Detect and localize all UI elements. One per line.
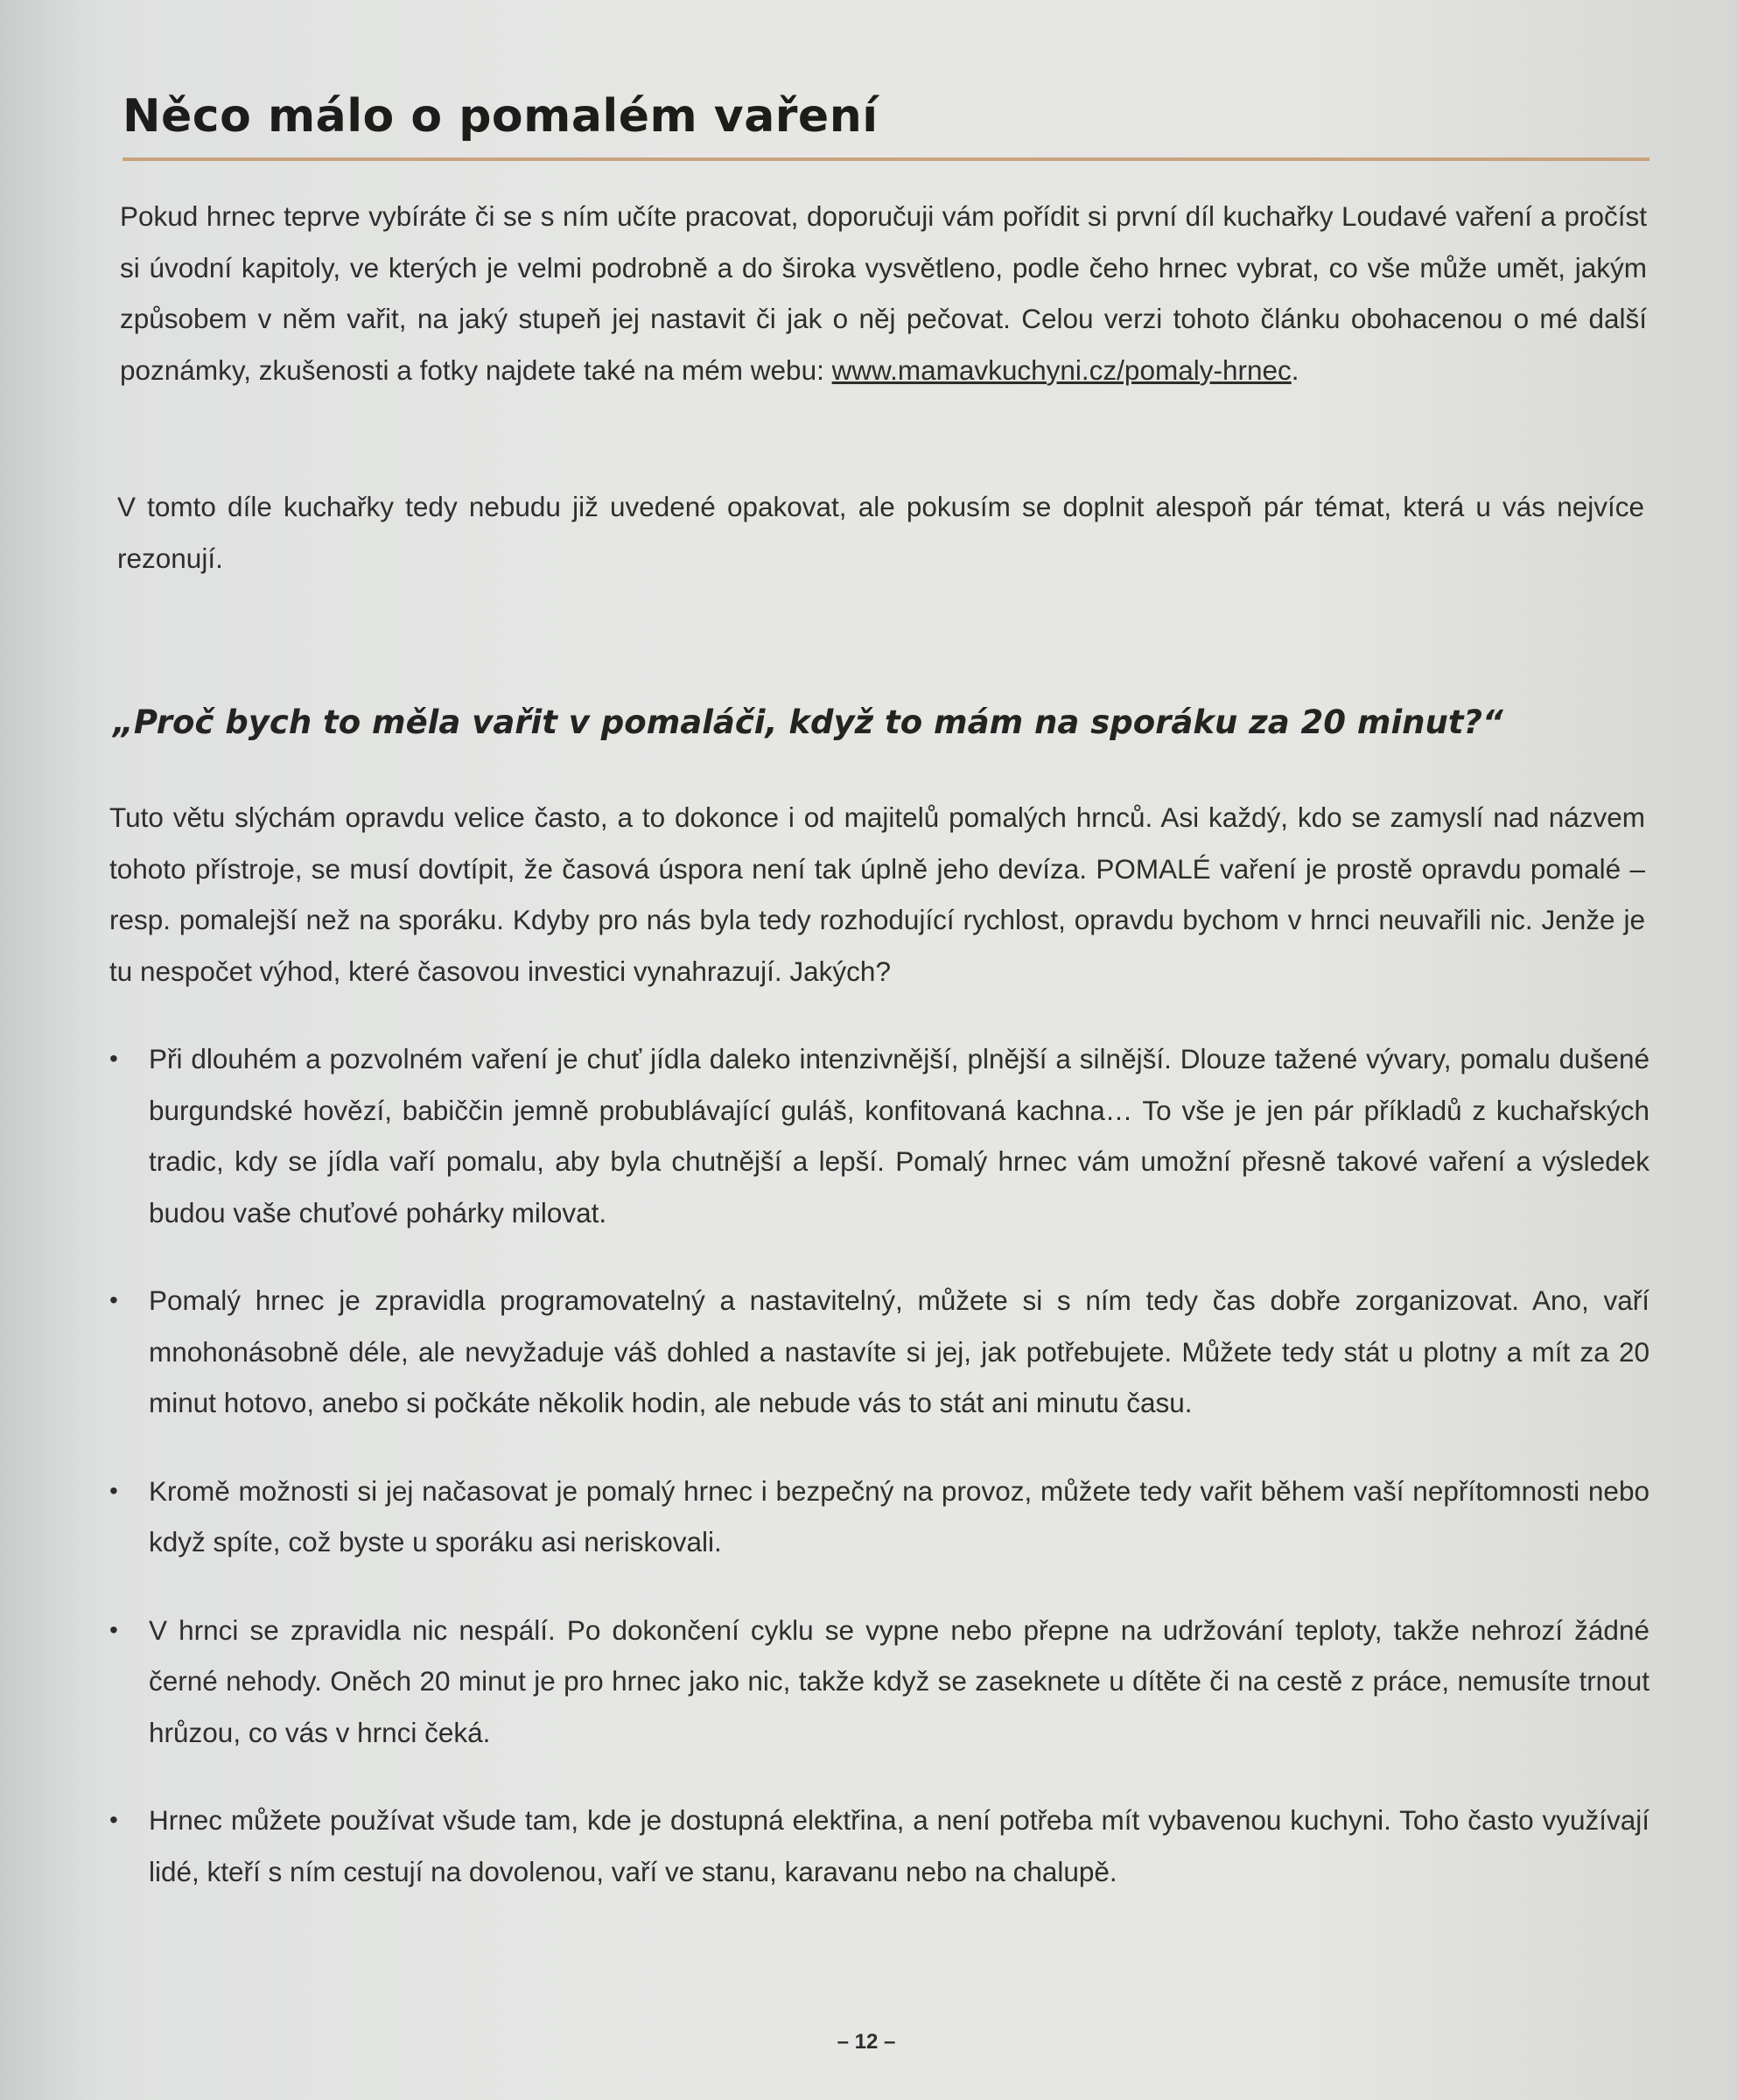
bullet-icon: • (109, 1806, 118, 1833)
list-item (83, 1466, 1649, 1568)
title-underline (123, 158, 1649, 161)
bullet-icon: • (109, 1615, 118, 1643)
benefits-list (83, 1033, 1649, 1897)
list-item-text: Pomalý hrnec je zpravidla programovatelný a nastavitelný, můžete si s ním tedy čas dobře zorganizovat. Ano, vaří mnohonásobně déle, ale nevyžaduje váš dohled a nastavíte si jej, jak potřebujete. Můžete tedy stát u plotny a mít za 20 minut hotovo, anebo si počkáte několik hodin, ale nebude vás to stát ani minutu času. (149, 1284, 1649, 1418)
link-period: . (1291, 354, 1299, 386)
website-link[interactable]: www.mamavkuchyni.cz/pomaly-hrnec (831, 354, 1292, 386)
section-paragraph: Tuto větu slýchám opravdu velice často, a to dokonce i od majitelů pomalých hrnců. Asi každý, kdo se zamyslí nad názvem tohoto přístroje, se musí dovtípit, že časová úspora není tak úplně jeho devíza. POMALÉ vaření je prostě opravdu pomalé – resp. pomalejší než na sporáku. Kdyby pro nás byla tedy rozhodující rychlost, opravdu bychom v hrnci neuvařili nic. Jenže je tu nespočet výhod, které časovou investici vynahrazují. Jakých? (109, 802, 1645, 987)
page-number: – 12 – (837, 2030, 896, 2054)
intro-paragraph (120, 191, 1647, 396)
bullet-icon: • (109, 1045, 118, 1072)
bullet-icon: • (109, 1476, 118, 1504)
list-item-text: Kromě možnosti si jej načasovat je pomalý hrnec i bezpečný na provoz, můžete tedy vařit během vaší nepřítomnosti nebo když spíte, což byste u sporáku asi neriskovali. (149, 1474, 1649, 1558)
bullet-icon: • (109, 1286, 118, 1313)
page-title: Něco málo o pomalém vaření (123, 90, 879, 143)
list-item (83, 1275, 1649, 1429)
second-paragraph: V tomto díle kuchařky tedy nebudu již uvedené opakovat, ale pokusím se doplnit alespoň pár témat, která u vás nejvíce rezonují. (117, 491, 1644, 574)
intro-paragraph-text: Pokud hrnec teprve vybíráte či se s ním učíte pracovat, doporučuji vám pořídit si první díl kuchařky Loudavé vaření a pročíst si úvodní kapitoly, ve kterých je velmi podrobně a do široka vysvětleno, podle čeho hrnec vybrat, co vše může umět, jakým způsobem v něm vařit, na jaký stupeň jej nastavit či jak o něj pečovat. Celou verzi tohoto článku obohacenou o mé další poznámky, zkušenosti a fotky najdete také na mém webu: (120, 200, 1647, 386)
list-item-text: Hrnec můžete používat všude tam, kde je dostupná elektřina, a není potřeba mít vybavenou kuchyni. Toho často využívají lidé, kteří s ním cestují na dovolenou, vaří ve stanu, karavanu nebo na chalupě. (149, 1804, 1649, 1887)
list-item (83, 1605, 1649, 1759)
list-item-text: V hrnci se zpravidla nic nespálí. Po dokončení cyklu se vypne nebo přepne na udržování teploty, takže nehrozí žádné černé nehody. Oněch 20 minut je pro hrnec jako nic, takže když se zaseknete u dítěte či na cestě z práce, nemusíte trnout hrůzou, co vás v hrnci čeká. (149, 1614, 1649, 1748)
list-item-text: Při dlouhém a pozvolném vaření je chuť jídla daleko intenzivnější, plnější a silnější. Dlouze tažené vývary, pomalu dušené burgundské hovězí, babiččin jemně probublávající guláš, konfitovaná kachna… To vše je jen pár příkladů z kuchařských tradic, kdy se jídla vaří pomalu, aby byla chutnější a lepší. Pomalý hrnec vám umožní přesně takové vaření a výsledek budou vaše chuťové pohárky milovat. (149, 1043, 1649, 1228)
list-item (83, 1795, 1649, 1897)
list-item (83, 1033, 1649, 1238)
section-subheading: „Proč bych to měla vařit v pomaláči, když to mám na sporáku za 20 minut?“ (113, 704, 1503, 741)
